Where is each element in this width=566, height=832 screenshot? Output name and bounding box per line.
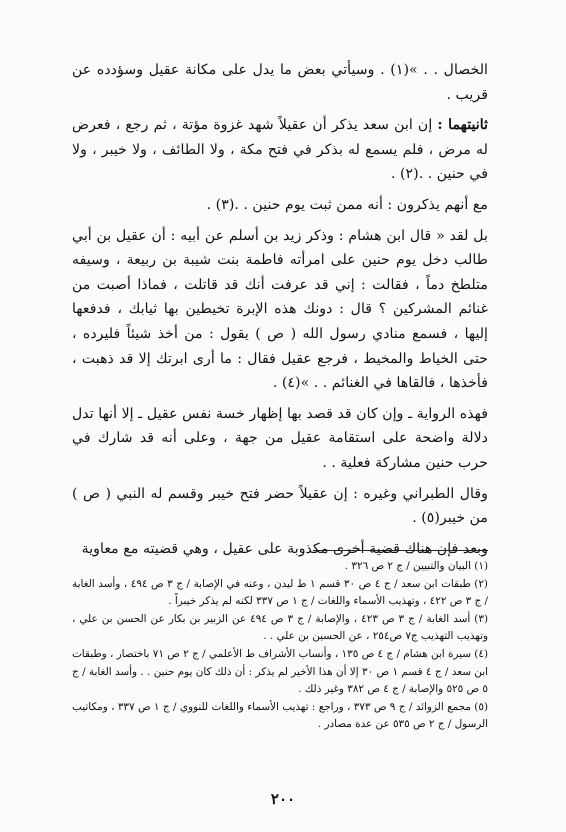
paragraph-3: مع أنهم يذكرون : أنه ممن ثبت يوم حنين . .(٣) . (206, 196, 488, 213)
footnotes (72, 558, 488, 734)
paragraph-2-lead: ثانيتهما : (437, 117, 488, 134)
paragraph-6: وقال الطبراني وغيره : إن عقيلاً حضر فتح خيبر وقسم له النبي ( ص ) من خيبر(٥) . (72, 485, 488, 527)
main-text (72, 58, 488, 567)
paragraph-2 (72, 113, 488, 187)
footnote-4: (٤) سيرة ابن هشام / ج ٤ ص ١٣٥ ، وأنساب الأشراف ط الأعلمي / ج ٢ ص ٧١ باختصار ، وطبقات ابن سعد / ج ٤ قسم ١ ص ٣٠ إلا أن هذا الأخير لم يذكر : أن ذلك كان يوم حنين . . وأسد الغابة / ج ٥ ص ٥٢٥ والإصابة / ج ٤ ص ٣٨٢ وغير ذلك . (72, 647, 489, 696)
footnote-divider (313, 550, 488, 551)
footnote-3: (٣) أسد الغابة / ج ٣ ص ٤٢٣ ، والإصابة / ج ٣ ص ٤٩٤ عن الزبير بن بكار عن الحسن بن علي ، وتهذيب التهذيب ج٧ ص٢٥٤ ، عن الحسين بن علي . . (72, 612, 488, 643)
page-number: ٢٠٠ (270, 790, 296, 808)
paragraph-1: الخصال . . »(١) . وسيأتي بعض ما يدل على مكانة عقيل وسؤدده عن قريب . (72, 62, 488, 103)
paragraph-7: وبعد فإن هناك قضية أخرى مكذوبة على عقيل ، وهي قضيته مع معاوية (81, 540, 488, 557)
footnote-5: (٥) مجمع الزوائد / ج ٩ ص ٣٧٣ ، وراجع : تهذيب الأسماء واللغات للنووي / ج ١ ص ٣٣٧ ، ومكاتيب الرسول / ج ٢ ص ٥٣٥ عن عدة مصادر . (72, 700, 488, 731)
footnote-1: (١) البيان والتبيين / ج ٢ ص ٣٢٦ . (344, 560, 488, 572)
paragraph-5: فهذه الرواية ـ وإن كان قد قصد بها إظهار خسة نفس عقيل ـ إلا أنها تدل دلالة واضحة على استقامة عقيل من جهة ، وعلى أنه قد شارك في حرب حنين مشاركة فعلية . . (72, 405, 488, 471)
footnote-2: (٢) طبقات ابن سعد / ج ٤ ص ٣٠ قسم ١ ط ليدن ، وعنه في الإصابة / ج ٣ ص ٤٩٤ ، وأسد الغابة / ج ٣ ص ٤٢٢ ، وتهذيب الأسماء واللغات / ج ١ ص ٣٣٧ لكنه لم يذكر خيبراً . (72, 577, 488, 608)
paragraph-4: بل لقد « قال ابن هشام : وذكر زيد بن أسلم عن أبيه : أن عقيل بن أبي طالب دخل يوم حنين على امرأته فاطمة بنت شيبة بن ربيعة ، وسيفه متلطخ دماً ، فقالت : إني قد عرفت أنك قد قاتلت ، فماذا أصبت من غنائم المشركين ؟ قال : دونك هذه الإبرة تخيطين بها ثيابك ، فدفعها إليها ، فسمع منادي رسول الله ( ص ) يقول : من أخذ شيئاً فليرده ، حتى الخياط والمخيط ، فرجع عقيل فقال : ما أرى ابرتك إلا قد ذهبت ، فأخذها ، فالقاها في الغنائم . . »(٤) . (72, 227, 488, 392)
paragraph-2-text: إن ابن سعد يذكر أن عقيلاً شهد غزوة مؤتة ، ثم رجع ، فعرض له مرض ، فلم يسمع له بذكر في فتح مكة ، ولا الطائف ، ولا خيبر ، ولا في حنين . .(٢) . (72, 117, 488, 183)
